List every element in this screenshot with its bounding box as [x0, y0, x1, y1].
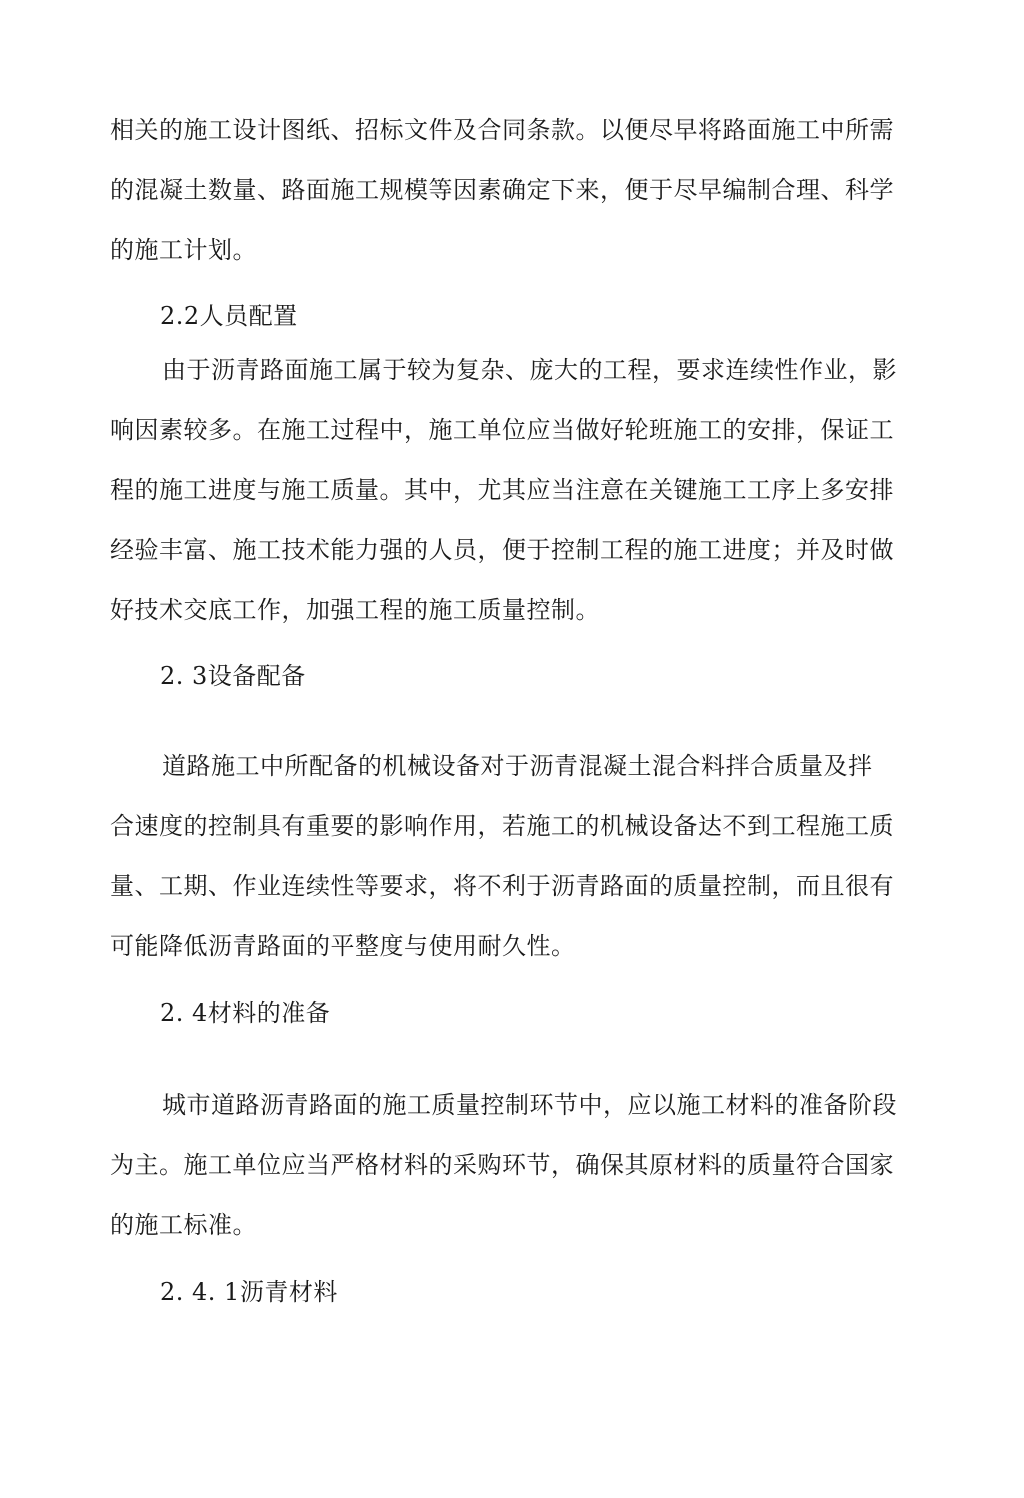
- text-line: 响因素较多。在施工过程中，施工单位应当做好轮班施工的安排，保证工: [110, 416, 894, 444]
- paragraph-personnel: [110, 340, 897, 640]
- text-line: 的施工标准。: [110, 1211, 257, 1239]
- section-heading-2-3: 2. 3设备配备: [160, 662, 306, 690]
- section-heading-2-4: 2. 4材料的准备: [160, 999, 331, 1027]
- paragraph-equipment: [110, 736, 894, 976]
- text-line: 程的施工进度与施工质量。其中，尤其应当注意在关键施工工序上多安排: [110, 476, 894, 504]
- text-line: 可能降低沥青路面的平整度与使用耐久性。: [110, 932, 576, 960]
- text-line: 好技术交底工作，加强工程的施工质量控制。: [110, 596, 600, 624]
- text-line: 的施工计划。: [110, 236, 257, 264]
- text-line: 合速度的控制具有重要的影响作用，若施工的机械设备达不到工程施工质: [110, 812, 894, 840]
- text-line: 由于沥青路面施工属于较为复杂、庞大的工程，要求连续性作业，影: [162, 356, 897, 384]
- section-heading-2-2: 2.2人员配置: [160, 302, 298, 330]
- text-line: 道路施工中所配备的机械设备对于沥青混凝土混合料拌合质量及拌: [162, 752, 873, 780]
- text-line: 为主。施工单位应当严格材料的采购环节，确保其原材料的质量符合国家: [110, 1151, 894, 1179]
- paragraph-intro: [110, 100, 894, 280]
- text-line: 量、工期、作业连续性等要求，将不利于沥青路面的质量控制，而且很有: [110, 872, 894, 900]
- text-line: 经验丰富、施工技术能力强的人员，便于控制工程的施工进度；并及时做: [110, 536, 894, 564]
- section-heading-2-4-1: 2. 4. 1沥青材料: [160, 1278, 338, 1306]
- paragraph-materials: [110, 1075, 897, 1255]
- text-line: 城市道路沥青路面的施工质量控制环节中，应以施工材料的准备阶段: [162, 1091, 897, 1119]
- text-line: 的混凝土数量、路面施工规模等因素确定下来，便于尽早编制合理、科学: [110, 176, 894, 204]
- text-line: 相关的施工设计图纸、招标文件及合同条款。以便尽早将路面施工中所需: [110, 116, 894, 144]
